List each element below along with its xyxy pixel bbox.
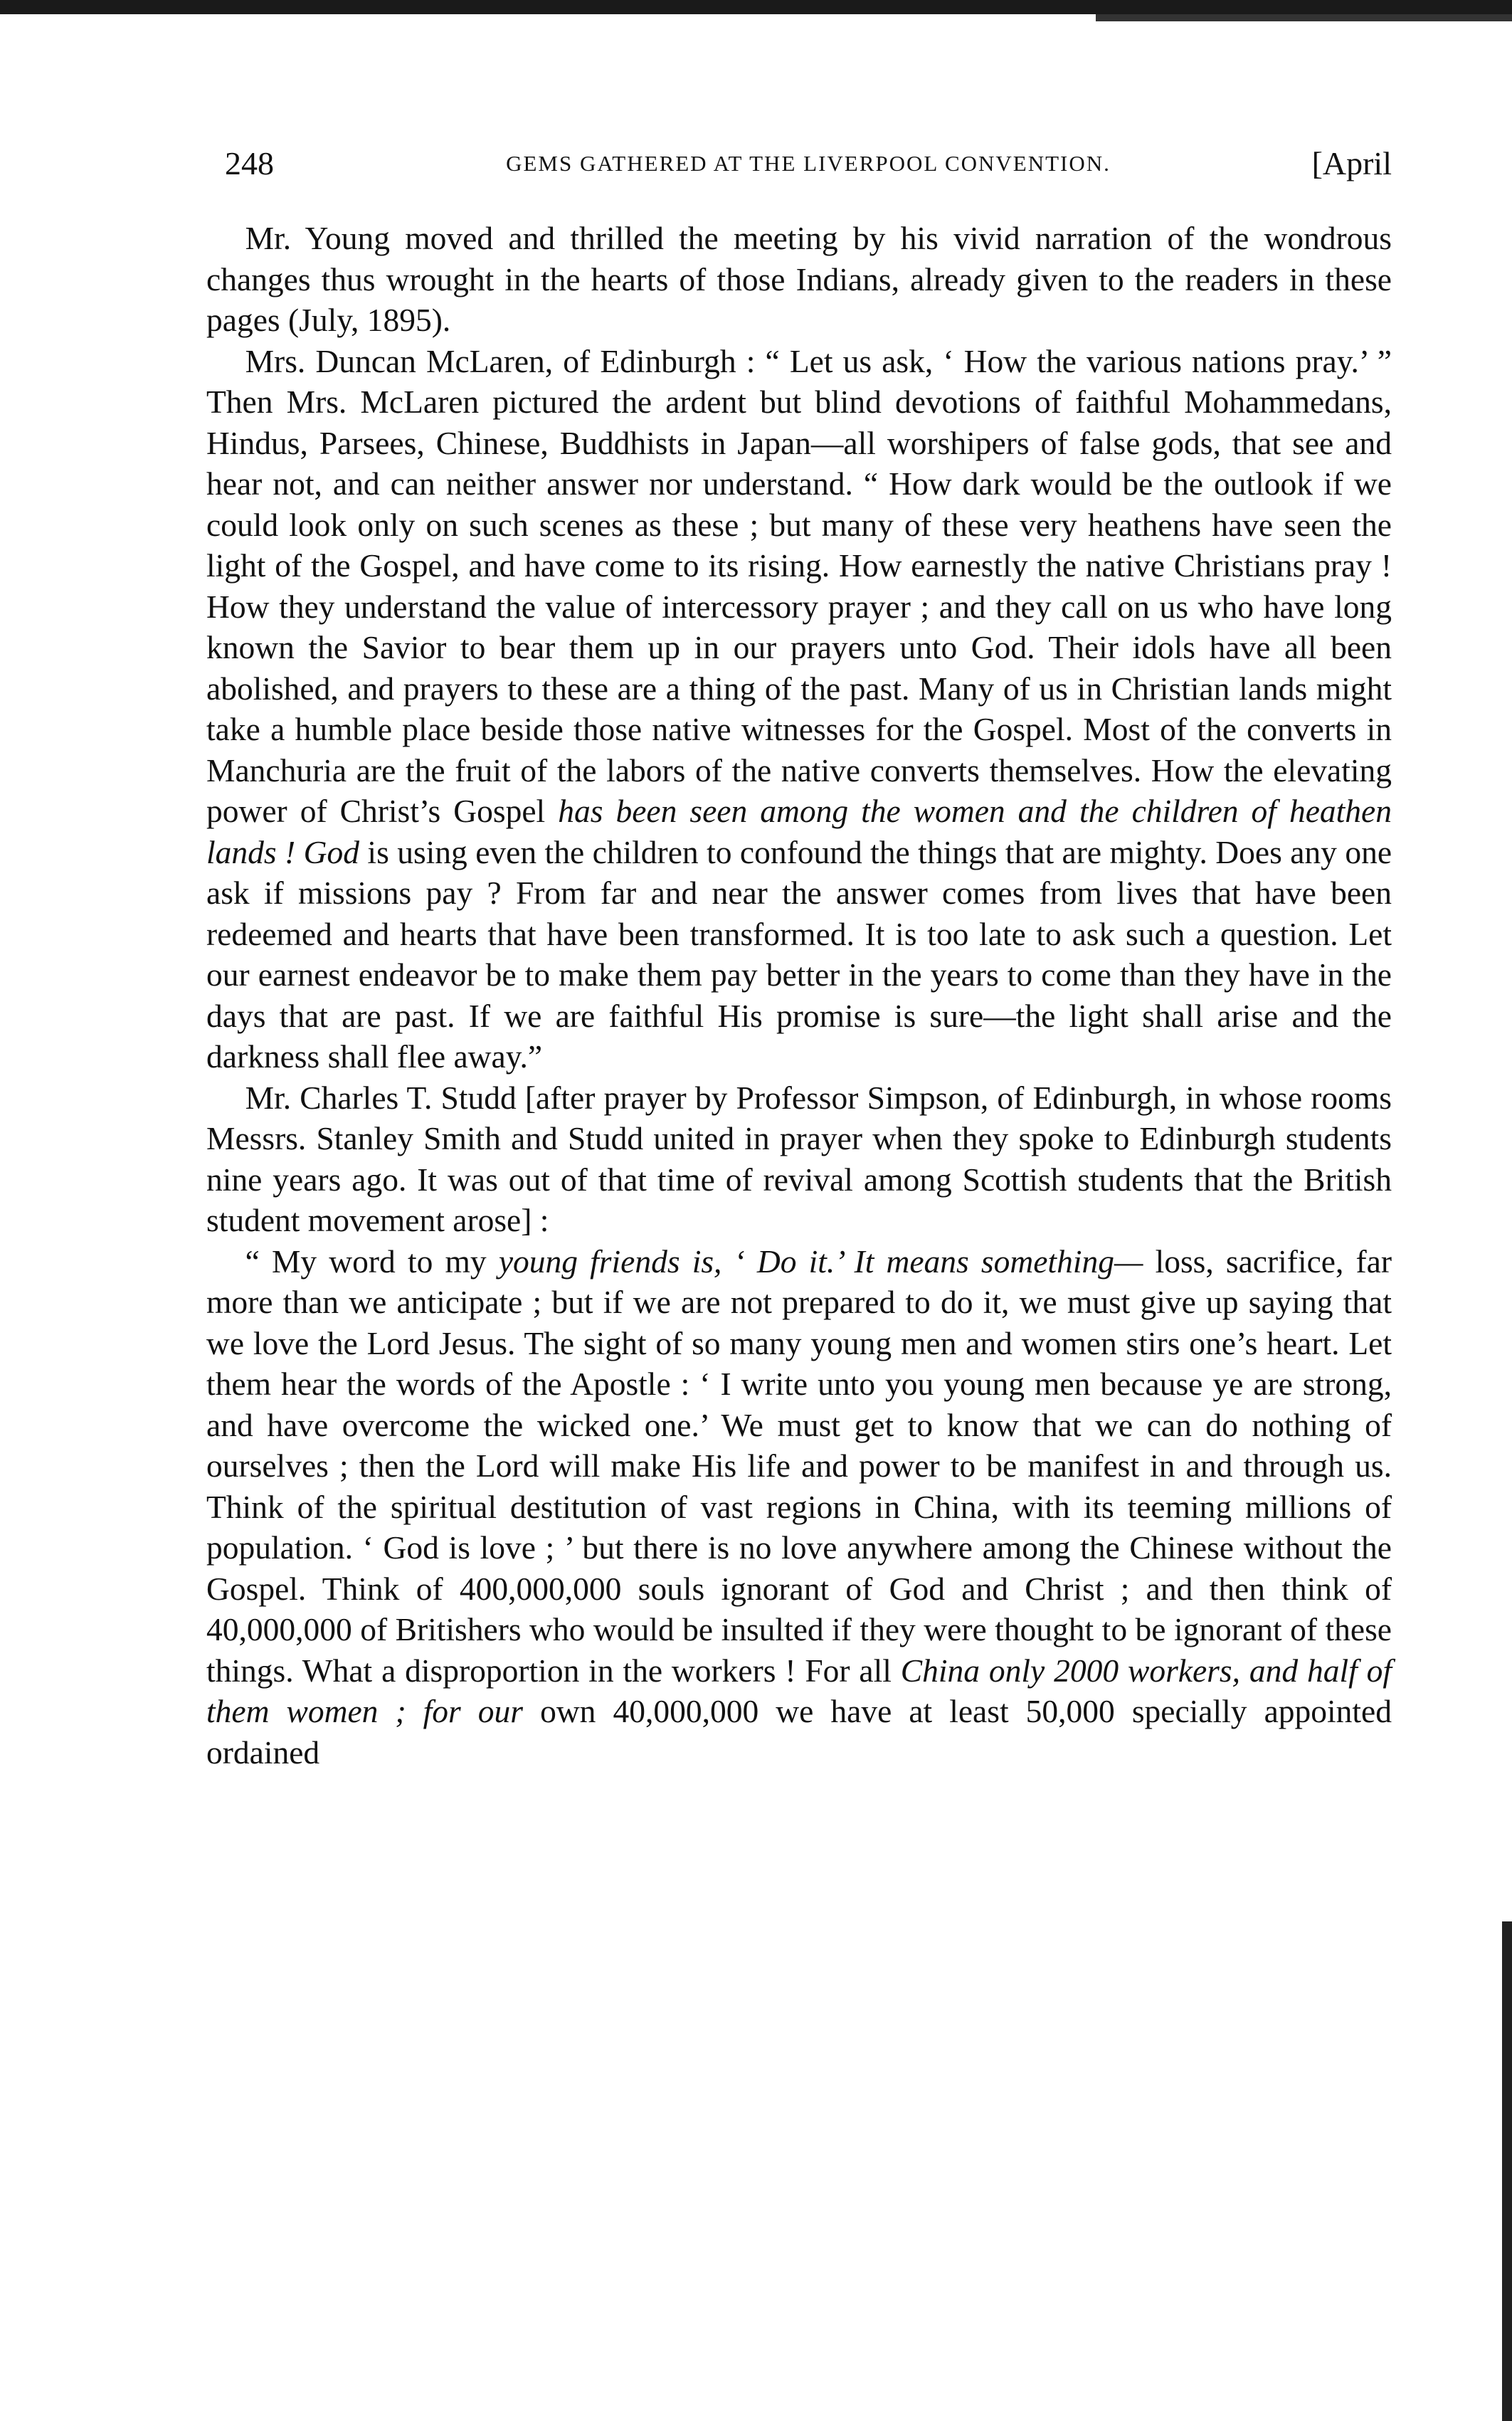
paragraph-studd-quote — [206, 1241, 1392, 1773]
running-title: GEMS GATHERED AT THE LIVERPOOL CONVENTION. — [506, 151, 1111, 176]
paragraph-young — [206, 218, 1392, 341]
paragraph-italic: young friends is, ‘ Do it.’ It means something— — [498, 1243, 1143, 1280]
paragraph-text-after: is using even the children to confound the things that are mighty. Does any one ask if missions pay ? From far and near the answer comes from lives that have been redeemed and hearts that have been transformed. It is too late to ask such a question. Let our earnest endeavor be to make them pay better in the years to come than they have in the days that are past. If we are faithful His promise is sure—the light shall arise and the darkness shall flee away.” — [206, 833, 1392, 1075]
paragraph-text: loss, sacrifice, far more than we anticipate ; but if we are not prepared to do it, we must give up saying that we love the Lord Jesus. The sight of so many young men and women stirs one’s heart. Let them hear the words of the Apostle : ‘ I write unto you young men because ye are strong, and have overcome the wicked one.’ We must get to know that we can do nothing of ourselves ; then the Lord will make His life and power to be manifest in and through us. Think of the spiritual destitution of vast regions in China, with its teeming millions of population. ‘ God is love ; ’ but there is no love anywhere among the Chinese without the Gospel. Think of 400,000,000 souls ignorant of God and Christ ; and then think of 40,000,000 of Britishers who would be insulted if they were thought to be ignorant of these things. What a disproportion in the workers ! For all — [206, 1243, 1392, 1689]
top-rule-thin — [1096, 14, 1512, 21]
running-month: [April — [1311, 145, 1392, 181]
page-edge-shadow — [1502, 1921, 1512, 2421]
paragraph-studd-intro — [206, 1077, 1392, 1241]
paragraph-text-before: “ My word to my — [245, 1243, 487, 1280]
page-number: 248 — [225, 145, 274, 181]
paragraph-italic-2: China only 2000 workers, and half of them women ; for our — [206, 1652, 1392, 1729]
paragraph-text: Mrs. Duncan McLaren, of Edinburgh : “ Let us ask, ‘ How the various nations pray.’ ” Then Mrs. McLaren pictured the ardent but blind devotions of faithful Mohammedans, Hindus, Parsees, Chinese, Buddhists in Japan—all worshipers of false gods, that see and hear not, and can neither answer nor understand. “ How dark would be the outlook if we could look only on such scenes as these ; but many of these very heathens have seen the light of the Gospel, and have come to its rising. How earnestly the native Christians pray ! How they understand the value of intercessory prayer ; and they call on us who have long known the Savior to bear them up in our prayers unto God. Their idols have all been abolished, and prayers to these are a thing of the past. Many of us in Christian lands might take a humble place beside those native witnesses for the Gospel. Most of the converts in Manchuria are the fruit of the labors of the native converts themselves. How the elevating power of Christ’s Gospel — [206, 342, 1392, 829]
paragraph-text-after: own 40,000,000 we have at least 50,000 specially appointed ordained — [206, 1693, 1392, 1771]
paragraph-italic: has been seen among the women and the children of heathen lands ! God — [206, 793, 1392, 870]
article-body — [206, 218, 1392, 1773]
running-head — [225, 135, 1392, 192]
paragraph-text: Mr. Young moved and thrilled the meeting by his vivid narration of the wondrous changes thus wrought in the hearts of those Indians, already given to the readers in these pages (July, 1895). — [206, 220, 1392, 338]
paragraph-mclaren — [206, 341, 1392, 1077]
top-rule — [0, 0, 1512, 14]
paragraph-text: Mr. Charles T. Studd [after prayer by Professor Simpson, of Edinburgh, in whose rooms Messrs. Stanley Smith and Studd united in prayer when they spoke to Edinburgh students nine years ago. It was out of that time of revival among Scottish students that the British student movement arose] : — [206, 1079, 1392, 1238]
